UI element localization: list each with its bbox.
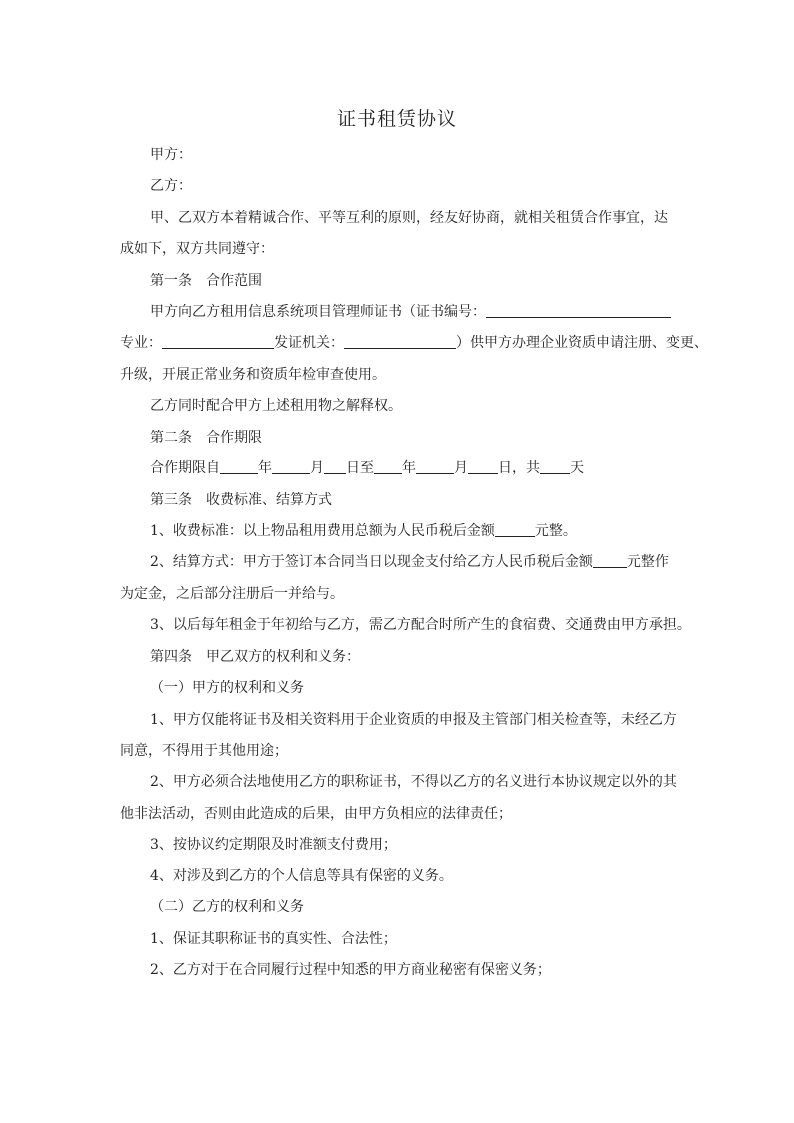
- article-1-number: 第一条: [150, 273, 192, 289]
- article-1-para-1-line-3: 升级，开展正常业务和资质年检审查使用。: [120, 367, 386, 383]
- section-2-item-2: 2、乙方对于在合同履行过程中知悉的甲方商业秘密有保密义务；: [150, 962, 551, 978]
- start-year-blank[interactable]: [220, 459, 258, 474]
- article-3-item-1: 1、收费标准：以上物品租用费用总额为人民币税后金额 元整。: [150, 523, 577, 539]
- article-1-para-1-line-2: 专业： 发证机关： ）供甲方办理企业资质申请注册、变更、: [120, 335, 708, 351]
- section-2-item-1: 1、保证其职称证书的真实性、合法性；: [150, 931, 397, 947]
- article-2-period: 合作期限自 年 月 日至 年 月 日，共 天: [150, 460, 584, 476]
- article-2-title: 合作期限: [206, 430, 262, 446]
- article-4-heading: [150, 648, 360, 666]
- section-2-title: （二）乙方的权利和义务: [150, 899, 304, 915]
- end-year-blank[interactable]: [374, 459, 402, 474]
- intro-line-1: 甲、乙双方本着精诚合作、平等互利的原则，经友好协商，就相关租赁合作事宜，达: [150, 210, 668, 226]
- section-1-title: （一）甲方的权利和义务: [150, 680, 304, 696]
- certificate-number-blank[interactable]: [486, 303, 671, 318]
- total-days-blank[interactable]: [540, 459, 570, 474]
- party-b-label: 乙方：: [150, 178, 192, 194]
- article-1-title: 合作范围: [206, 273, 262, 289]
- section-1-item-4: 4、对涉及到乙方的个人信息等具有保密的义务。: [150, 868, 453, 884]
- start-month-blank[interactable]: [272, 459, 310, 474]
- section-1-item-3: 3、按协议约定期限及时准额支付费用；: [150, 837, 397, 853]
- article-3-item-2-line-1: 2、结算方式：甲方于签订本合同当日以现金支付给乙方人民币税后金额 元整作: [150, 554, 669, 570]
- section-1-item-1-line-2: 同意，不得用于其他用途；: [120, 743, 288, 759]
- party-a-label: 甲方：: [150, 147, 192, 163]
- article-3-item-2-line-2: 为定金，之后部分注册后一并给与。: [120, 586, 344, 602]
- deposit-amount-blank[interactable]: [593, 553, 627, 568]
- end-month-blank[interactable]: [416, 459, 454, 474]
- section-1-item-2-line-2: 他非法活动，否则由此造成的后果，由甲方负相应的法律责任；: [120, 806, 512, 822]
- article-3-title: 收费标准、结算方式: [206, 492, 332, 508]
- article-3-heading: [150, 491, 332, 509]
- article-2-heading: [150, 429, 262, 447]
- article-3-number: 第三条: [150, 492, 192, 508]
- section-1-item-2-line-1: 2、甲方必须合法地使用乙方的职称证书，不得以乙方的名义进行本协议规定以外的其: [150, 774, 677, 790]
- article-1-para-1-line-1: 甲方向乙方租用信息系统项目管理师证书（证书编号：: [150, 303, 671, 321]
- article-3-item-3: 3、以后每年租金于年初给与乙方，需乙方配合时所产生的食宿费、交通费由甲方承担。: [150, 617, 691, 633]
- document-title: 证书租赁协议: [336, 108, 457, 130]
- start-day-blank[interactable]: [324, 459, 346, 474]
- major-blank[interactable]: [162, 334, 274, 349]
- issuing-authority-blank[interactable]: [344, 334, 456, 349]
- article-1-heading: [150, 272, 262, 290]
- intro-line-2: 成如下，双方共同遵守：: [120, 241, 274, 257]
- section-1-item-1-line-1: 1、甲方仅能将证书及相关资料用于企业资质的申报及主管部门相关检查等，未经乙方: [150, 712, 677, 728]
- article-4-title: 甲乙双方的权利和义务：: [206, 649, 360, 665]
- end-day-blank[interactable]: [468, 459, 498, 474]
- article-4-number: 第四条: [150, 649, 192, 665]
- article-2-number: 第二条: [150, 430, 192, 446]
- total-amount-blank[interactable]: [495, 522, 535, 537]
- article-1-para-2: 乙方同时配合甲方上述租用物之解释权。: [150, 398, 402, 414]
